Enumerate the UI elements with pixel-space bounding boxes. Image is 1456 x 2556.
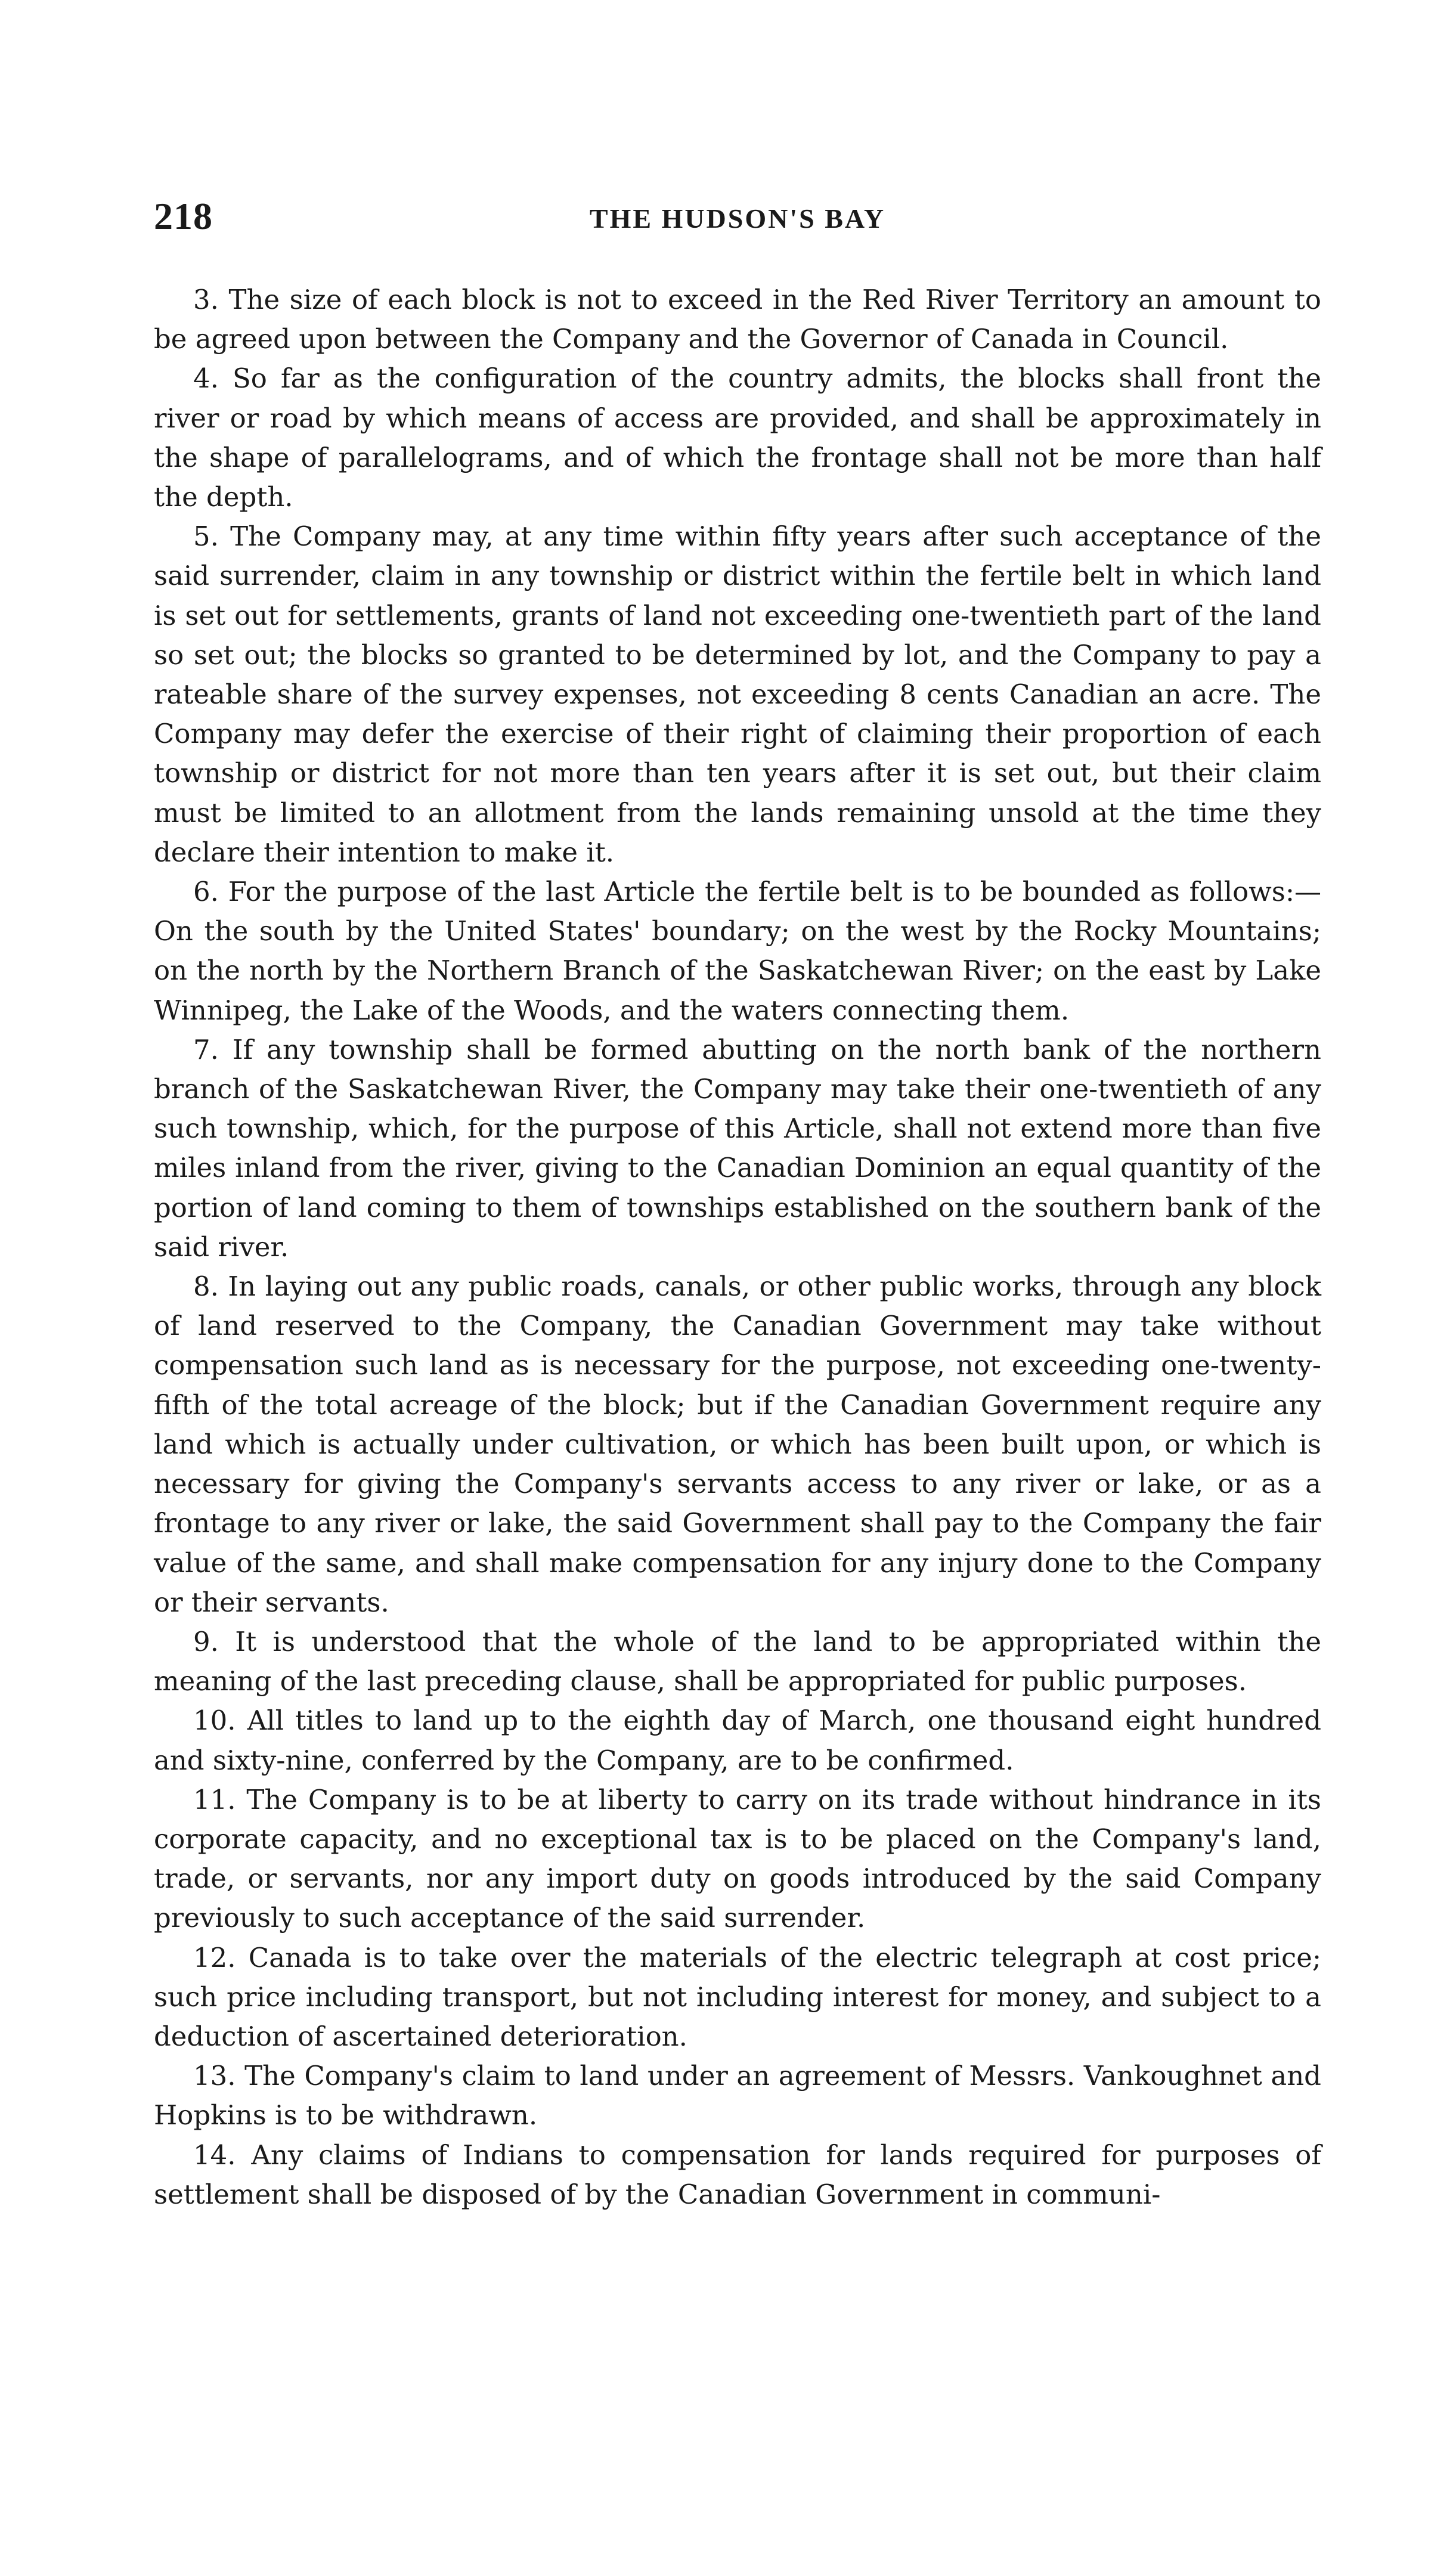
article-12-paragraph: 12. Canada is to take over the materials of the electric telegraph at cost price; such price including transport, but not including interest for money, and subject to a deduction of ascertained deterioration.	[154, 1941, 1321, 2052]
article-4-paragraph: 4. So far as the configuration of the country admits, the blocks shall front the river or road by which means of access are provided, and shall be approximately in the shape of parallelograms, and of which the frontage shall not be more than half the depth.	[154, 363, 1321, 513]
article-13-paragraph: 13. The Company's claim to land under an agreement of Messrs. Vankoughnet and Hopkins is to be withdrawn.	[154, 2060, 1321, 2131]
article-7-paragraph: 7. If any township shall be formed abutting on the north bank of the northern branch of the Saskatchewan River, the Company may take their one-twentieth of any such township, which, for the purpose of this Article, shall not extend more than five miles inland from the river, giving to the Canadian Dominion an equal quantity of the portion of land coming to them of townships established on the southern bank of the said river.	[154, 1033, 1321, 1263]
body-text	[154, 280, 1321, 2214]
article-14-paragraph: 14. Any claims of Indians to compensation for lands required for purposes of settlement shall be disposed of by the Canadian Government in communi-	[154, 2139, 1321, 2210]
article-11-paragraph: 11. The Company is to be at liberty to carry on its trade without hindrance in its corporate capacity, and no exceptional tax is to be placed on the Company's land, trade, or servants, nor any import duty on goods introduced by the said Company previously to such acceptance of the said surrender.	[154, 1783, 1321, 1934]
article-9-paragraph: 9. It is understood that the whole of the land to be appropriated within the meaning of the last preceding clause, shall be appropriated for public purposes.	[154, 1625, 1321, 1697]
article-10-paragraph: 10. All titles to land up to the eighth day of March, one thousand eight hundred and sixty-nine, conferred by the Company, are to be confirmed.	[154, 1705, 1321, 1776]
running-head: THE HUDSON'S BAY	[589, 203, 886, 234]
article-3-paragraph: 3. The size of each block is not to exceed in the Red River Territory an amount to be agreed upon between the Company and the Governor of Canada in Council.	[154, 284, 1321, 355]
page-number: 218	[154, 195, 213, 237]
article-6-paragraph: 6. For the purpose of the last Article the fertile belt is to be bounded as follows:—On the south by the United States' boundary; on the west by the Rocky Mountains; on the north by the Northern Branch of the Saskatchewan River; on the east by Lake Winnipeg, the Lake of the Woods, and the waters connecting them.	[154, 876, 1321, 1026]
article-5-paragraph: 5. The Company may, at any time within fifty years after such acceptance of the said surrender, claim in any township or district within the fertile belt in which land is set out for settlements, grants of land not exceeding one-twentieth part of the land so set out; the blocks so granted to be determined by lot, and the Company to pay a rateable share of the survey expenses, not exceeding 8 cents Canadian an acre. The Company may defer the exercise of their right of claiming their proportion of each township or district for not more than ten years after it is set out, but their claim must be limited to an allotment from the lands remaining unsold at the time they declare their intention to make it.	[154, 521, 1321, 868]
page-header	[154, 190, 1321, 243]
article-8-paragraph: 8. In laying out any public roads, canals, or other public works, through any block of land reserved to the Company, the Canadian Government may take without compensation such land as is necessary for the purpose, not exceeding one-twenty-fifth of the total acreage of the block; but if the Canadian Government require any land which is actually under cultivation, or which has been built upon, or which is necessary for giving the Company's servants access to any river or lake, or as a frontage to any river or lake, the said Government shall pay to the Company the fair value of the same, and shall make compensation for any injury done to the Company or their servants.	[154, 1271, 1321, 1618]
